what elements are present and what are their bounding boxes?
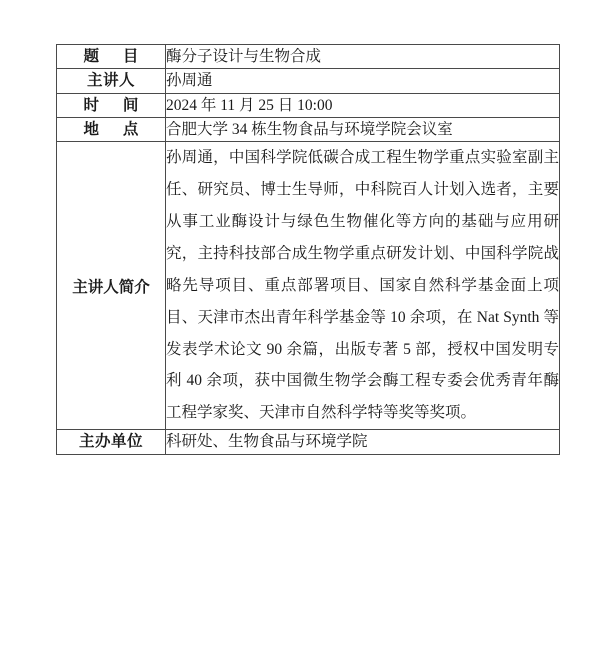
row-value-bio	[166, 142, 560, 430]
seminar-info-table	[56, 44, 560, 455]
table-row-time	[57, 93, 560, 117]
row-label-speaker: 主讲人	[57, 69, 166, 93]
table-row-location	[57, 117, 560, 141]
row-label-title: 题 目	[57, 45, 166, 69]
bio-paragraph: 孙周通，中国科学院低碳合成工程生物学重点实验室副主任、研究员、博士生导师，中科院百人计划入选者，主要从事工业酶设计与绿色生物催化等方向的基础与应用研究，主持科技部合成生物学重点研发计划、中国科学院战略先导项目、重点部署项目、国家自然科学基金面上项目、天津市杰出青年科学基金等 10 余项，在 Nat Synth 等发表学术论文 90 余篇，出版专著 5 部，授权中国发明专利 40 余项，获中国微生物学会酶工程专委会优秀青年酶工程学家奖、天津市自然科学特等奖等奖项。	[166, 149, 559, 422]
table-row-organizer	[57, 430, 560, 454]
row-label-location: 地 点	[57, 117, 166, 141]
row-value-location: 合肥大学 34 栋生物食品与环境学院会议室	[166, 117, 560, 141]
row-label-organizer: 主办单位	[57, 430, 166, 454]
table-row-title	[57, 45, 560, 69]
row-label-time: 时 间	[57, 93, 166, 117]
row-value-title: 酶分子设计与生物合成	[166, 45, 560, 69]
row-value-organizer: 科研处、生物食品与环境学院	[166, 430, 560, 454]
row-value-speaker: 孙周通	[166, 69, 560, 93]
row-label-bio: 主讲人简介	[57, 142, 166, 430]
row-value-time: 2024 年 11 月 25 日 10:00	[166, 93, 560, 117]
table-row-bio	[57, 142, 560, 430]
table-row-speaker	[57, 69, 560, 93]
